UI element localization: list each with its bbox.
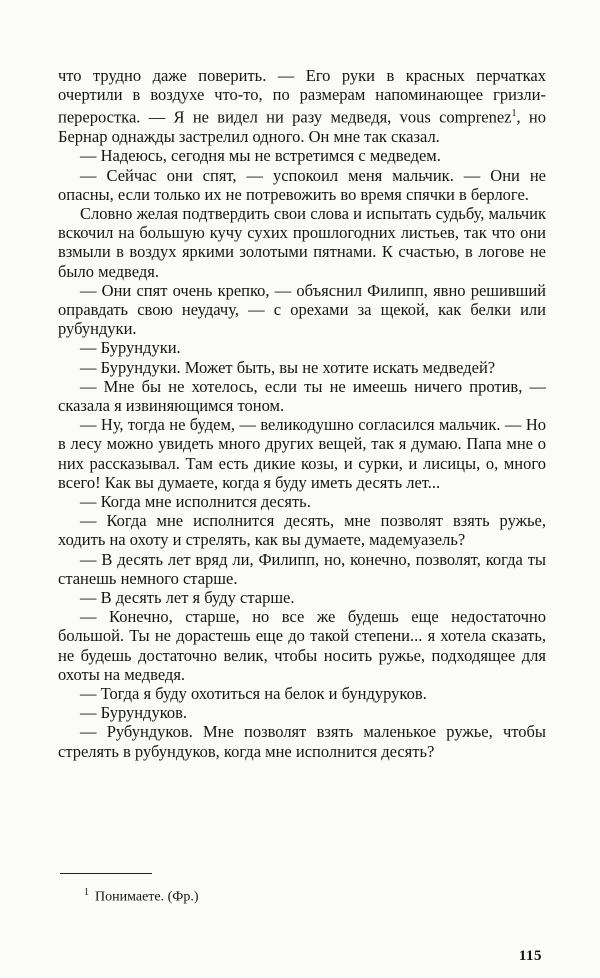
paragraph: — Тогда я буду охотиться на белок и бундуруков. xyxy=(80,684,427,703)
paragraph-text-tail: , но Бернар однажды застрелил одного. Он мне так сказал. xyxy=(58,107,546,147)
paragraph xyxy=(58,66,546,146)
paragraph: — Ну, тогда не будем, — великодушно согласился мальчик. — Но в лесу можно увидеть много других вещей, так я думаю. Папа мне о них рассказывал. Там есть дикие козы, и сурки, и лисицы, о, много всего! Как вы думаете, когда я буду иметь десять лет... xyxy=(58,415,546,492)
paragraph: — Они спят очень крепко, — объяснил Филипп, явно решивший оправдать свою неудачу, — с орехами за щекой, как белки или рубундуки. xyxy=(58,280,546,339)
footnote xyxy=(84,884,199,907)
footnote-divider xyxy=(60,873,152,874)
footnote-text: Понимаете. (Фр.) xyxy=(95,889,199,905)
paragraph: — Рубундуков. Мне позволят взять маленькое ружье, чтобы стрелять в рубундуков, когда мне исполнится десять? xyxy=(58,722,546,761)
paragraph-text: что трудно даже поверить. — Его руки в красных перчатках очертили в воздухе что-то, по размерам напоминающее гризли-переростка. — Я не видел ни разу медведя, vous comprenez xyxy=(58,66,546,127)
paragraph: — Когда мне исполнится десять, мне позволят взять ружье, ходить на охоту и стрелять, как вы думаете, мадемуазель? xyxy=(58,511,546,550)
paragraph: — Бурундуков. xyxy=(80,703,188,723)
paragraph: — Мне бы не хотелось, если ты не имеешь ничего против, — сказала я извиняющимся тоном. xyxy=(58,376,546,415)
paragraph: — Надеюсь, сегодня мы не встретимся с медведем. xyxy=(80,146,441,166)
page-number: 115 xyxy=(518,948,542,964)
paragraph: — Когда мне исполнится десять. xyxy=(80,491,311,511)
main-text xyxy=(58,66,546,761)
paragraph: — Бурундуки. Может быть, вы не хотите искать медведей? xyxy=(80,357,496,377)
footnote-mark: 1 xyxy=(84,887,89,898)
paragraph: Словно желая подтвердить свои слова и испытать судьбу, мальчик вскочил на большую кучу сухих прошлогодних листьев, так что они взмыли в воздух яркими золотыми пятнами. К счастью, в логове не было медведя. xyxy=(58,203,546,281)
paragraph: — В десять лет я буду старше. xyxy=(80,587,295,607)
footnote-reference: 1 xyxy=(511,108,517,120)
paragraph: — Бурундуки. xyxy=(80,338,181,358)
paragraph: — Конечно, старше, но все же будешь еще недостаточно большой. Ты не дорастешь еще до такой степени... я хотела сказать, не будешь достаточно велик, чтобы носить ружье, подходящее для охоты на медведя. xyxy=(58,607,546,684)
paragraph: — Сейчас они спят, — успокоил меня мальчик. — Они не опасны, если только их не потревожить во время спячки в берлоге. xyxy=(58,165,546,204)
paragraph: — В десять лет вряд ли, Филипп, но, конечно, позволят, когда ты станешь немного старше. xyxy=(58,549,546,588)
